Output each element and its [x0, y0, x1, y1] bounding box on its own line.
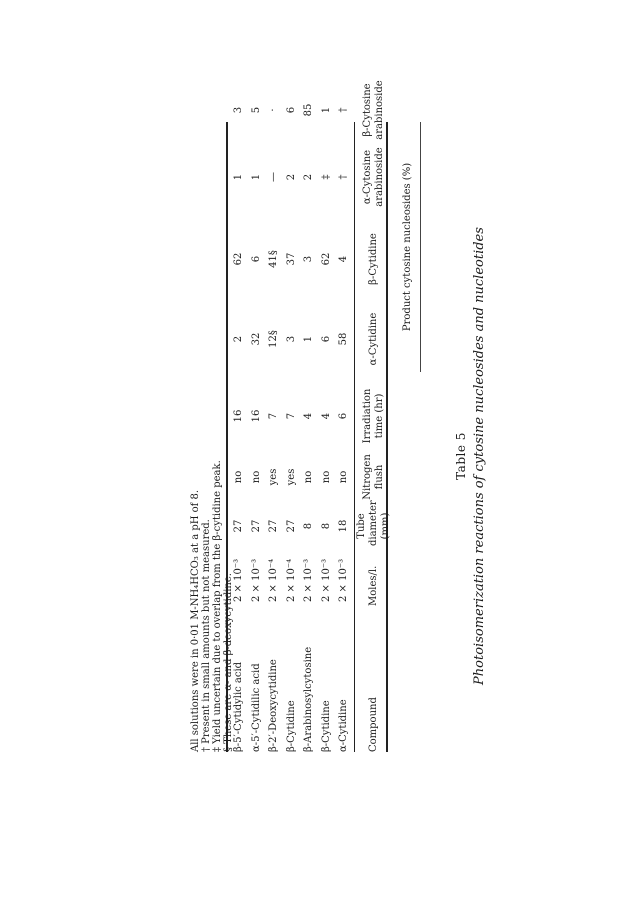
table-cell-p4: ·	[268, 108, 279, 112]
table-cell-compound: β-2′-Deoxycytidine	[268, 659, 279, 752]
table-cell-p1: 3	[285, 335, 297, 343]
table-cell-compound: α-5′-Cytidilic acid	[250, 663, 262, 752]
header-product-line: β-Cytosine	[362, 83, 373, 137]
table-cell-p3: 1	[233, 173, 244, 181]
table-cell-compound: β-Cytidine	[285, 700, 297, 752]
table-cell-moles: 2 × 10⁻³	[303, 558, 314, 602]
table-top-rule	[386, 122, 388, 752]
table-cell-p2: 37	[285, 252, 297, 266]
header-product-group: Product cytosine nucleosides (%)	[402, 162, 413, 332]
table-cell-moles: 2 × 10⁻³	[250, 558, 262, 602]
table-title: Photoisomerization reactions of cytosine nucleosides and nucleotides	[472, 227, 487, 685]
table-cell-p4: 3	[233, 106, 244, 114]
table-note: ‡ Yield uncertain due to overlap from the β-cytidine peak.	[212, 460, 223, 752]
table-cell-tube: 18	[338, 519, 349, 533]
table-cell-p4: 85	[303, 103, 314, 117]
table-cell-p1: 12§	[268, 330, 279, 348]
header-moles: Moles/l.	[368, 565, 379, 606]
header-tube-line: Tube	[356, 513, 367, 539]
header-product-line: α-Cytosine	[362, 149, 373, 205]
header-tube-line: (mm)	[380, 512, 391, 540]
table-cell-tube: 27	[250, 519, 262, 533]
table-cell-p4: †	[338, 107, 349, 113]
header-nitrogen-line: flush	[374, 464, 385, 490]
header-irradiation	[362, 386, 386, 446]
table-row	[285, 106, 304, 752]
table-cell-irr: 16	[233, 409, 244, 423]
table-cell-p1: 6	[320, 335, 332, 343]
table-note: § These are α- and β-deoxycytidine.	[223, 573, 234, 752]
table-cell-p1: 1	[303, 335, 314, 343]
table-cell-p1: 58	[338, 332, 349, 346]
table-note: † Present in small amounts but not measured.	[201, 519, 212, 752]
header-tube	[356, 500, 392, 546]
table-cell-irr: 4	[320, 412, 332, 420]
header-compound: Compound	[368, 697, 379, 752]
table-cell-p4: 1	[320, 106, 332, 114]
table-cell-compound: β-Cytidine	[320, 700, 332, 752]
table-cell-moles: 2 × 10⁻⁴	[285, 558, 297, 602]
table-cell-p2: 6	[250, 255, 262, 263]
header-nitrogen	[362, 452, 386, 502]
table-cell-tube: 27	[268, 519, 279, 533]
table-cell-moles: 2 × 10⁻⁴	[268, 558, 279, 602]
table-cell-p4: 5	[250, 106, 262, 114]
table-notes	[190, 460, 234, 752]
table-cell-nitrogen: no	[233, 470, 244, 484]
table-cell-nitrogen: yes	[285, 468, 297, 486]
header-nitrogen-line: Nitrogen	[362, 454, 373, 500]
table-cell-p1: 2	[233, 335, 244, 343]
table-cell-p2: 62	[320, 252, 332, 266]
table-cell-p3: 1	[250, 173, 262, 181]
table-cell-p3: ‡	[320, 174, 332, 180]
table-row	[268, 108, 286, 752]
table-cell-irr: 7	[268, 412, 279, 420]
table-cell-moles: 2 × 10⁻³	[338, 558, 349, 602]
table-row	[303, 103, 321, 752]
header-product-alpha-arabinoside	[362, 142, 386, 212]
header-product-beta-cytidine: β-Cytidine	[368, 233, 379, 285]
table-cell-irr: 4	[303, 412, 314, 420]
table-cell-p3: 2	[303, 173, 314, 181]
table-cell-nitrogen: yes	[268, 468, 279, 486]
table-row	[320, 106, 339, 752]
header-tube-line: diameter	[368, 500, 379, 546]
table-cell-nitrogen: no	[303, 470, 314, 484]
table-cell-p2: 41§	[268, 250, 279, 268]
table-cell-nitrogen: no	[250, 470, 262, 484]
table-row	[338, 107, 356, 752]
table-cell-nitrogen: no	[338, 470, 349, 484]
table-note: All solutions were in 0·01 M-NH₄HCO₃ at a pH of 8.	[190, 489, 201, 752]
table-cell-moles: 2 × 10⁻³	[320, 558, 332, 602]
table-row	[233, 106, 251, 752]
table-cell-tube: 8	[303, 522, 314, 530]
table-cell-nitrogen: no	[320, 470, 332, 484]
table-cell-compound: α-Cytidine	[338, 699, 349, 752]
header-product-alpha-cytidine: α-Cytidine	[368, 312, 379, 366]
table-number: Table 5	[454, 432, 468, 480]
table-cell-tube: 27	[285, 519, 297, 533]
product-group-rule	[420, 122, 421, 372]
table-cell-tube: 27	[233, 519, 244, 533]
table-cell-p3: —	[268, 172, 279, 182]
table-cell-irr: 16	[250, 409, 262, 423]
table-cell-irr: 7	[285, 412, 297, 420]
table-cell-p3: †	[338, 174, 349, 180]
table-cell-compound: β-5′-Cytidylic acid	[233, 661, 244, 752]
table-cell-moles: 2 × 10⁻³	[233, 558, 244, 602]
table-cell-irr: 6	[338, 412, 349, 420]
table-cell-p2: 3	[303, 255, 314, 263]
header-irradiation-line: time (hr)	[374, 393, 385, 439]
table-cell-p4: 6	[285, 106, 297, 114]
header-product-beta-arabinoside	[362, 80, 386, 140]
table-cell-p2: 62	[233, 252, 244, 266]
table-cell-p2: 4	[338, 255, 349, 263]
table-cell-compound: β-Arabinosylcytosine	[303, 646, 314, 752]
table-cell-tube: 8	[320, 522, 332, 530]
header-product-line: arabinoside	[374, 80, 385, 140]
header-product-line: arabinoside	[374, 147, 385, 207]
table-cell-p1: 32	[250, 332, 262, 346]
table-cell-p3: 2	[285, 173, 297, 181]
table-row	[250, 106, 269, 752]
header-irradiation-line: Irradiation	[362, 388, 373, 444]
